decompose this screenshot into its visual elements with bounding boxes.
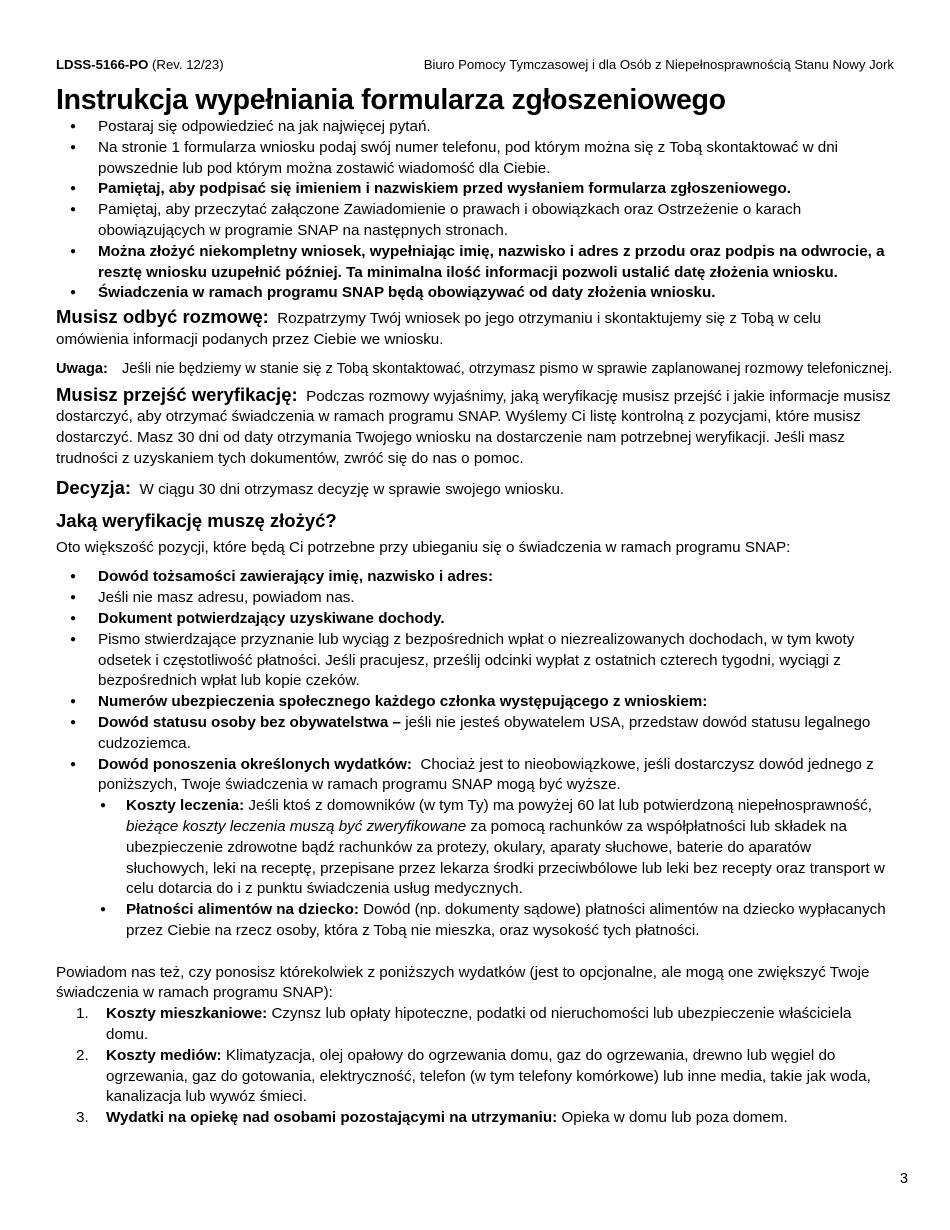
intro-bullet: ● Można złożyć niekompletny wniosek, wypełniając imię, nazwisko i adres z przodu oraz podpis na odwrocie, a resztę wniosku uzupełnić później. Ta minimalna ilość informacji pozwoli ustalić datę złożenia wniosku. (56, 242, 896, 284)
child-support-label: Płatności alimentów na dziecko: (126, 901, 359, 919)
expenses-sub-item (56, 900, 896, 942)
decision-section (56, 478, 896, 501)
item-label: Koszty mieszkaniowe: (106, 1005, 268, 1023)
verification-bullet: ● Pismo stwierdzające przyznanie lub wyciąg z bezpośrednich wpłat o niezrealizowanych dochodach, w tym kwoty odsetek i częstotliwość płatności. Jeśli pracujesz, prześlij odcinki wypłat z ostatnich czterech tygodni, wyciągi z bezpośrednich wpłat lub kopie czeków. (56, 630, 896, 692)
medical-text-continued: za pomocą rachunków za współpłatności lub składek na ubezpieczenie zdrowotne bądź rachunków za protezy, okulary, aparaty słuchowe, baterie do aparatów słuchowych, leki na receptę, przepisane przez lekarza środki przeciwbólowe lub leki bez recepty oraz transport w celu dotarcia do i z punktu świadczenia usług medycznych. (126, 817, 885, 898)
verification-bullet: ● Dowód tożsamości zawierający imię, nazwisko i adres: (56, 567, 896, 588)
intro-bullet: ● Postaraj się odpowiedzieć na jak najwięcej pytań. (56, 117, 896, 138)
verification-bullet: ● Dokument potwierdzający uzyskiwane dochody. (56, 609, 896, 630)
form-revision: (Rev. 12/23) (152, 57, 224, 72)
form-code: LDSS-5166-PO (56, 57, 149, 72)
agency-name: Biuro Pomocy Tymczasowej i dla Osób z Niepełnosprawnością Stanu Nowy Jork (423, 57, 894, 72)
expenses-sub-item (56, 796, 896, 900)
verification-bullet: ● Numerów ubezpieczenia społecznego każdego członka występującego z wnioskiem: (56, 692, 896, 713)
intro-bullet: ● Pamiętaj, aby podpisać się imieniem i nazwiskiem przed wysłaniem formularza zgłoszeniowego. (56, 179, 896, 200)
status-label: Dowód statusu osoby bez obywatelstwa – (98, 713, 401, 731)
page-number: 3 (899, 1171, 908, 1187)
interview-text: Rozpatrzymy Twój wniosek po jego otrzymaniu i skontaktujemy się z Tobą w celu omówienia informacji podanych przez Ciebie we wniosku. (56, 310, 822, 348)
medical-text: Jeśli ktoś z domowników (w tym Ty) ma powyżej 60 lat lub potwierdzoną niepełnosprawność, (248, 797, 872, 815)
interview-heading: Musisz odbyć rozmowę: (56, 306, 269, 328)
verification-list-heading: Jaką weryfikację muszę złożyć? (56, 509, 337, 531)
item-text: Czynsz lub opłaty hipoteczne, podatki od nieruchomości lub ubezpieczenie właściciela domu. (106, 1005, 852, 1044)
medical-emphasis: bieżące koszty leczenia muszą być zweryfikowane (126, 817, 467, 835)
item-number: 2. (76, 1046, 89, 1064)
interview-section (56, 307, 896, 351)
intro-bullet: ● Świadczenia w ramach programu SNAP będą obowiązywać od daty złożenia wniosku. (56, 283, 896, 304)
intro-bullet: ● Pamiętaj, aby przeczytać załączone Zawiadomienie o prawach i obowiązkach oraz Ostrzeżenie o karach obowiązujących w programie SNAP na następnych stronach. (56, 200, 896, 242)
decision-heading: Decyzja: (56, 476, 132, 498)
verification-heading: Musisz przejść weryfikację: (56, 383, 298, 405)
optional-expense-item (56, 1108, 896, 1129)
verification-bullet (56, 713, 896, 755)
verification-bullet-list (56, 567, 896, 796)
expenses-text: Chociaż jest to nieobowiązkowe, jeśli dostarczysz dowód jednego z poniższych, Twoje świadczenia w ramach programu SNAP mogą być wyższe. (98, 755, 874, 794)
status-text: jeśli nie jesteś obywatelem USA, przedstaw dowód statusu legalnego cudzoziemca. (98, 713, 871, 752)
verification-section (56, 385, 896, 470)
page-content (56, 84, 896, 1129)
item-text: Klimatyzacja, olej opałowy do ogrzewania domu, gaz do ogrzewania, drewno lub węgiel do ogrzewania, gaz do gotowania, elektryczność, telefon (w tym telefony komórkowe) lub inne media, takie jak woda, kanalizacja lub wywóz śmieci. (106, 1046, 871, 1106)
expenses-sub-list (56, 796, 896, 942)
item-number: 1. (76, 1005, 89, 1023)
note-label: Uwaga: (56, 360, 108, 377)
expenses-label: Dowód ponoszenia określonych wydatków: (98, 755, 412, 773)
child-support-text: Dowód (np. dokumenty sądowe) płatności alimentów na dziecko wypłacanych przez Ciebie na rzecz osoby, która z Tobą nie mieszka, oraz wysokość tych płatności. (126, 901, 886, 939)
optional-expenses-intro: Powiadom nas też, czy ponosisz którekolwiek z poniższych wydatków (jest to opcjonalne, ale mogą one zwiększyć Twoje świadczenia w ramach programu SNAP): (56, 963, 870, 1002)
optional-expense-item (56, 1046, 896, 1108)
note-text: Jeśli nie będziemy w stanie się z Tobą skontaktować, otrzymasz pismo w sprawie zaplanowanej rozmowy telefonicznej. (121, 360, 893, 377)
optional-expense-item (56, 1004, 896, 1046)
page-header (56, 57, 894, 73)
verification-bullet (56, 755, 896, 797)
decision-text: W ciągu 30 dni otrzymasz decyzję w sprawie swojego wniosku. (139, 480, 565, 498)
page-title: Instrukcja wypełniania formularza zgłoszeniowego (56, 84, 726, 116)
item-text: Opieka w domu lub poza domem. (561, 1109, 788, 1127)
item-label: Wydatki na opiekę nad osobami pozostającymi na utrzymaniu: (106, 1109, 558, 1127)
intro-bullet: ● Na stronie 1 formularza wniosku podaj swój numer telefonu, pod którym można się z Tobą skontaktować w dni powszednie lub pod którym można zostawić wiadomość dla Ciebie. (56, 138, 896, 180)
form-id (56, 57, 224, 73)
verification-text: Podczas rozmowy wyjaśnimy, jaką weryfikację musisz przejść i jakie informacje musisz dostarczyć, aby otrzymać świadczenia w ramach programu SNAP. Wyślemy Ci listę kontrolną z pozycjami, które musisz dostarczyć. Masz 30 dni od daty otrzymania Twojego wniosku na dostarczenie nam potrzebnej weryfikacji. Jeśli masz trudności z uzyskaniem tych dokumentów, zwróć się do nas o pomoc. (56, 387, 891, 467)
verification-list-intro: Oto większość pozycji, które będą Ci potrzebne przy ubieganiu się o świadczenia w ramach programu SNAP: (56, 538, 791, 556)
note-section (56, 359, 896, 380)
medical-label: Koszty leczenia: (126, 797, 245, 815)
verification-bullet: ● Jeśli nie masz adresu, powiadom nas. (56, 588, 896, 609)
item-number: 3. (76, 1109, 89, 1127)
intro-bullet-list (56, 117, 896, 304)
item-label: Koszty mediów: (106, 1046, 222, 1064)
optional-expenses-list (56, 1004, 896, 1129)
